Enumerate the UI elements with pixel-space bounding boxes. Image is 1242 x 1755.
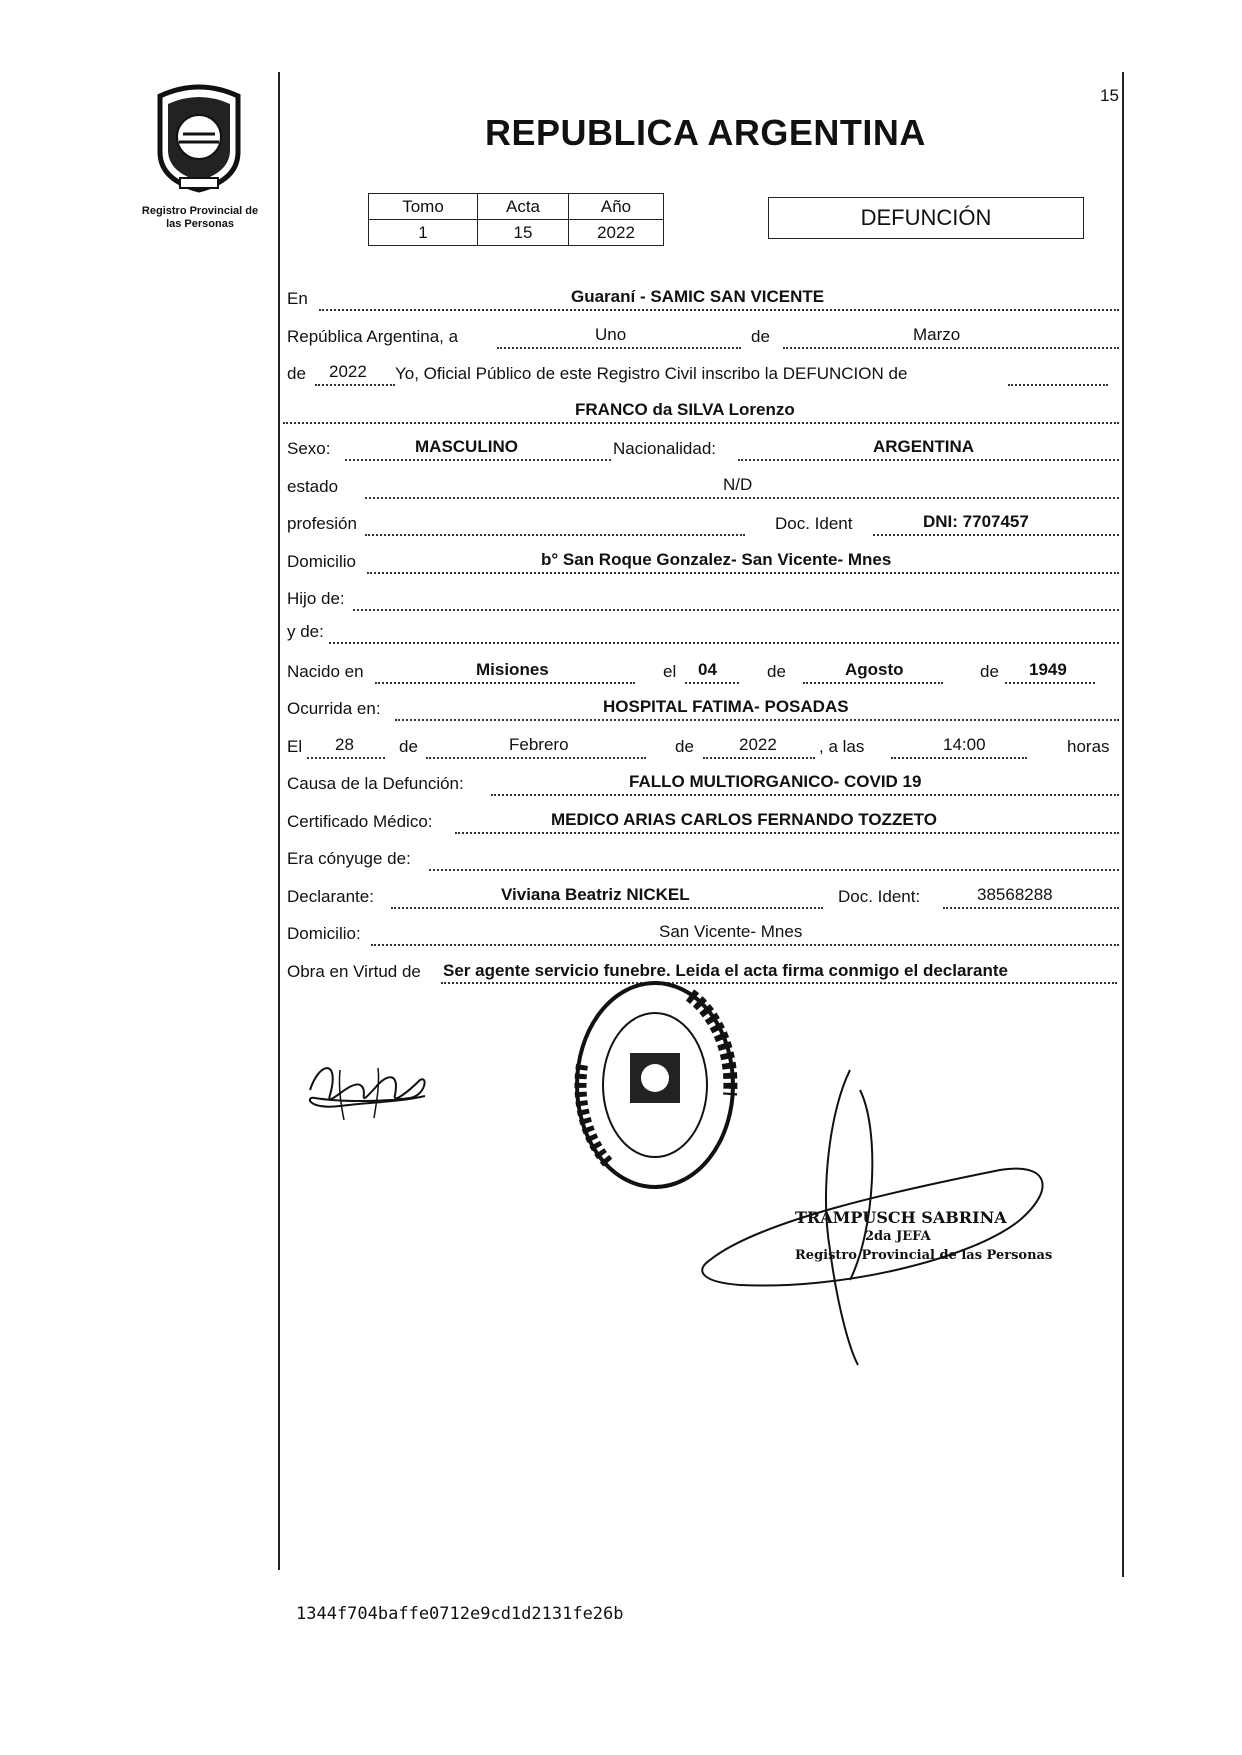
dotted-line: [353, 609, 1119, 611]
dotted-line: [429, 869, 1119, 871]
dotted-line: [1005, 682, 1095, 684]
acta-header: Acta: [478, 194, 569, 220]
dotted-line: [367, 572, 1119, 574]
dotted-line: [738, 459, 1119, 461]
dotted-line: [455, 832, 1119, 834]
declarante-label: Declarante:: [287, 887, 374, 906]
estado-value: N/D: [723, 475, 753, 494]
profesion-label: profesión: [287, 514, 357, 533]
dotted-line: [329, 642, 1119, 644]
row-conyuge: [283, 845, 1123, 871]
alas-label: , a las: [819, 737, 865, 756]
official-text: Yo, Oficial Público de este Registro Civil inscribo la DEFUNCION de: [395, 364, 908, 383]
registrar-stamp-text: [795, 1208, 1052, 1265]
obra-label: Obra en Virtud de: [287, 962, 421, 981]
registrar-role: 2da JEFA: [865, 1229, 931, 1244]
death-time: 14:00: [943, 735, 986, 754]
registrar-name: TRAMPUSCH SABRINA: [795, 1208, 1007, 1227]
row-deceased-name: [283, 398, 1123, 424]
nacido-label: Nacido en: [287, 662, 364, 681]
deceased-name: FRANCO da SILVA Lorenzo: [575, 400, 795, 419]
en-label: En: [287, 289, 308, 308]
month-value: Marzo: [913, 325, 961, 344]
row-estado: [283, 473, 1123, 499]
conyuge-label: Era cónyuge de:: [287, 849, 411, 868]
row-republica: [283, 323, 1123, 349]
dotted-line: [943, 907, 1119, 909]
ocurrida-label: Ocurrida en:: [287, 699, 381, 718]
left-margin-line: [278, 72, 280, 1570]
death-year: 2022: [739, 735, 777, 754]
causa-value: FALLO MULTIORGANICO- COVID 19: [629, 772, 922, 791]
dotted-line: [345, 459, 611, 461]
nacido-value: Misiones: [476, 660, 549, 679]
certificado-label: Certificado Médico:: [287, 812, 433, 831]
horas-label: horas: [1067, 737, 1110, 756]
row-oficial: [283, 360, 1123, 386]
row-death-date: [283, 733, 1123, 759]
row-causa: [283, 770, 1123, 796]
row-hijo: [283, 585, 1123, 611]
birth-month: Agosto: [845, 660, 904, 679]
dotted-line: [803, 682, 943, 684]
registry-label: Registro Provincial de las Personas: [141, 205, 259, 230]
en-value: Guaraní - SAMIC SAN VICENTE: [571, 287, 825, 306]
row-certificado: [283, 808, 1123, 834]
provincia-misiones-logo: [150, 82, 248, 194]
birth-day: 04: [698, 660, 717, 679]
dotted-line: [703, 757, 815, 759]
death-day: 28: [335, 735, 354, 754]
year-prefix: de: [287, 364, 306, 383]
dotted-line: [283, 422, 1119, 424]
year-value: 2022: [329, 362, 367, 381]
dotted-line: [1008, 384, 1108, 386]
dotted-line: [783, 347, 1119, 349]
registrar-office: Registro Provincial de las Personas: [795, 1248, 1053, 1263]
obra-value: Ser agente servicio funebre. Leida el acta firma conmigo el declarante: [443, 961, 1008, 980]
death-month: Febrero: [509, 735, 569, 754]
row-yde: [283, 618, 1123, 644]
page-number: 15: [1100, 86, 1119, 105]
nacionalidad-value: ARGENTINA: [873, 437, 975, 456]
dotted-line: [395, 719, 1119, 721]
row-en: [283, 285, 1123, 311]
dotted-line: [315, 384, 395, 386]
anio-value: 2022: [569, 220, 664, 246]
declarant-signature: [300, 1040, 440, 1135]
dotted-line: [891, 757, 1027, 759]
dotted-line: [873, 534, 1119, 536]
estado-label: estado: [287, 477, 339, 496]
dotted-line: [375, 682, 635, 684]
hijo-label: Hijo de:: [287, 589, 345, 608]
yde-label: y de:: [287, 622, 324, 641]
birth-de-label: de: [767, 662, 786, 681]
tomo-value: 1: [369, 220, 478, 246]
death-de-label-2: de: [675, 737, 694, 756]
tomo-header: Tomo: [369, 194, 478, 220]
doc-value: DNI: 7707457: [923, 512, 1029, 531]
row-ocurrida: [283, 695, 1123, 721]
declarante-value: Viviana Beatriz NICKEL: [501, 885, 690, 904]
sexo-value: MASCULINO: [415, 437, 518, 456]
row-nacido: [283, 658, 1123, 684]
dotted-line: [365, 497, 1119, 499]
day-value: Uno: [595, 325, 627, 344]
el-label: el: [663, 662, 677, 681]
doc-label: Doc. Ident: [775, 514, 853, 533]
anio-header: Año: [569, 194, 664, 220]
dotted-line: [441, 982, 1117, 984]
ocurrida-value: HOSPITAL FATIMA- POSADAS: [603, 697, 849, 716]
causa-label: Causa de la Defunción:: [287, 774, 464, 793]
dotted-line: [307, 757, 385, 759]
dotted-line: [319, 309, 1119, 311]
decl-domicilio-label: Domicilio:: [287, 924, 361, 943]
dotted-line: [371, 944, 1119, 946]
document-hash: 1344f704baffe0712e9cd1d2131fe26b: [296, 1604, 624, 1624]
decl-domicilio-value: San Vicente- Mnes: [659, 922, 803, 941]
dotted-line: [497, 347, 741, 349]
decl-doc-label: Doc. Ident:: [838, 887, 921, 906]
death-de-label: de: [399, 737, 418, 756]
document-title: REPUBLICA ARGENTINA: [485, 112, 926, 153]
row-sexo: [283, 435, 1123, 461]
row-decl-domicilio: [283, 920, 1123, 946]
dotted-line: [685, 682, 739, 684]
row-declarante: [283, 883, 1123, 909]
death-el-label: El: [287, 737, 303, 756]
dotted-line: [426, 757, 646, 759]
acta-value: 15: [478, 220, 569, 246]
certificado-value: MEDICO ARIAS CARLOS FERNANDO TOZZETO: [551, 810, 937, 829]
record-type-box: DEFUNCIÓN: [768, 197, 1084, 239]
row-profesion: [283, 510, 1123, 536]
nacionalidad-label: Nacionalidad:: [613, 439, 717, 458]
republica-label: República Argentina, a: [287, 327, 459, 346]
dotted-line: [391, 907, 823, 909]
domicilio-value: b° San Roque Gonzalez- San Vicente- Mnes: [541, 550, 892, 569]
domicilio-label: Domicilio: [287, 552, 356, 571]
dotted-line: [365, 534, 745, 536]
dotted-line: [491, 794, 1119, 796]
birth-year: 1949: [1029, 660, 1067, 679]
decl-doc-value: 38568288: [977, 885, 1053, 904]
de-label: de: [751, 327, 770, 346]
sexo-label: Sexo:: [287, 439, 331, 458]
row-domicilio: [283, 548, 1123, 574]
birth-de-label-2: de: [980, 662, 999, 681]
record-index-table: [368, 193, 664, 246]
